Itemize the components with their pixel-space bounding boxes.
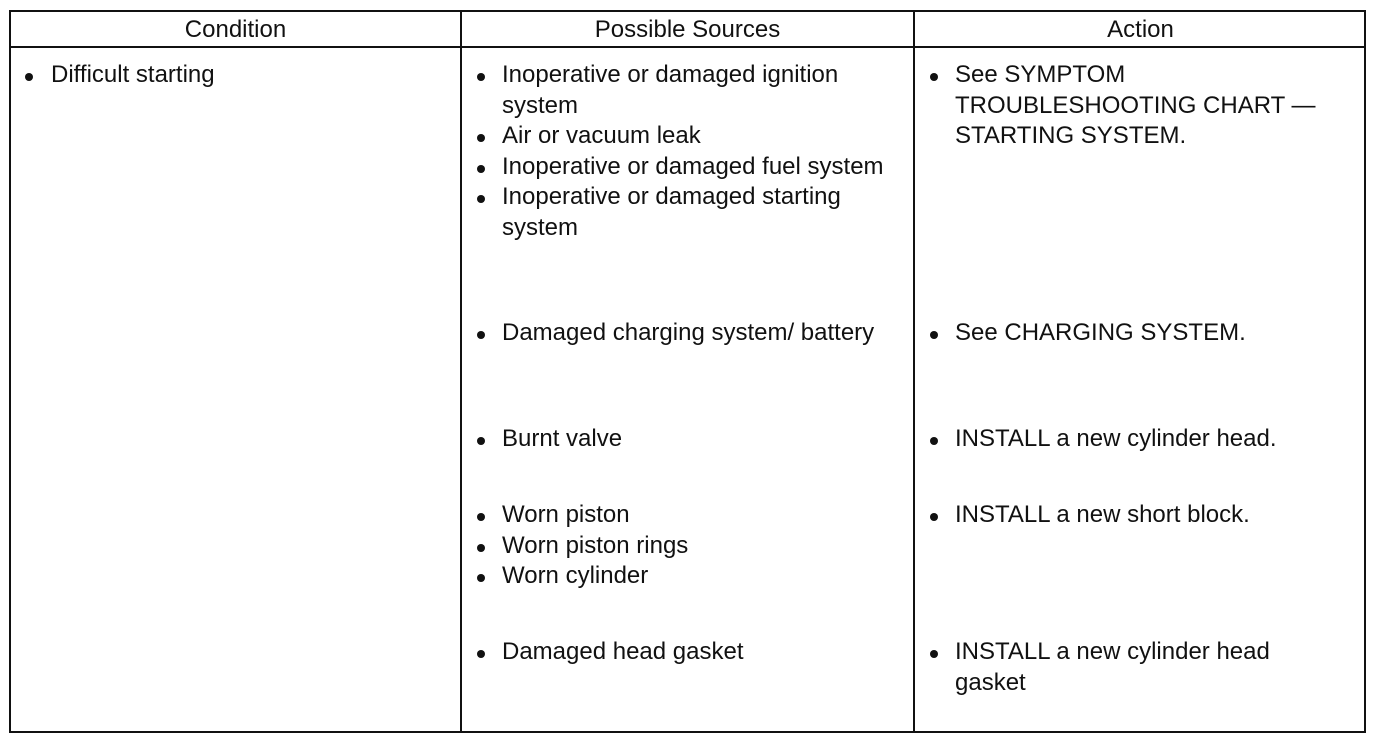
bullet-icon	[477, 544, 485, 552]
header-possible-sources: Possible Sources	[594, 16, 781, 43]
source-item: Air or vacuum leak	[462, 121, 913, 152]
source-item: Worn piston	[462, 500, 913, 531]
bullet-icon	[930, 331, 938, 339]
action-group-5	[915, 637, 1326, 698]
source-item: Damaged head gasket	[462, 637, 913, 668]
bullet-icon	[25, 73, 33, 81]
condition-group	[11, 60, 460, 91]
bullet-icon	[477, 134, 485, 142]
action-column	[915, 50, 1366, 731]
bullet-icon	[477, 650, 485, 658]
source-item: Burnt valve	[462, 424, 913, 455]
source-item: Worn cylinder	[462, 561, 913, 592]
bullet-icon	[477, 513, 485, 521]
action-group-4	[915, 500, 1366, 531]
bullet-icon	[477, 73, 485, 81]
bullet-icon	[477, 195, 485, 203]
action-item: See SYMPTOM TROUBLESHOOTING CHART — STARTING SYSTEM.	[915, 60, 1346, 152]
bullet-icon	[477, 331, 485, 339]
bullet-icon	[930, 650, 938, 658]
bullet-icon	[477, 165, 485, 173]
sources-group-5	[462, 637, 913, 668]
sources-group-2	[462, 318, 913, 349]
action-item: See CHARGING SYSTEM.	[915, 318, 1366, 349]
sources-group-1	[462, 60, 913, 243]
bullet-icon	[477, 437, 485, 445]
sources-column	[462, 50, 913, 731]
diagnostic-table	[9, 10, 1366, 733]
action-item: INSTALL a new cylinder head.	[915, 424, 1366, 455]
bullet-icon	[477, 574, 485, 582]
action-group-2	[915, 318, 1366, 349]
header-condition: Condition	[184, 16, 287, 43]
bullet-icon	[930, 73, 938, 81]
source-item: Damaged charging system/ battery	[462, 318, 913, 349]
source-item: Inoperative or damaged ignition system	[462, 60, 913, 121]
source-item: Worn piston rings	[462, 531, 913, 562]
header-action: Action	[1107, 16, 1174, 43]
action-item: INSTALL a new cylinder head gasket	[915, 637, 1326, 698]
action-item: INSTALL a new short block.	[915, 500, 1366, 531]
sources-group-4	[462, 500, 913, 592]
condition-item: Difficult starting	[11, 60, 460, 91]
sources-group-3	[462, 424, 913, 455]
source-item: Inoperative or damaged starting system	[462, 182, 913, 243]
bullet-icon	[930, 437, 938, 445]
source-item: Inoperative or damaged fuel system	[462, 152, 913, 183]
bullet-icon	[930, 513, 938, 521]
action-group-1	[915, 60, 1346, 152]
condition-column	[11, 50, 460, 731]
action-group-3	[915, 424, 1366, 455]
